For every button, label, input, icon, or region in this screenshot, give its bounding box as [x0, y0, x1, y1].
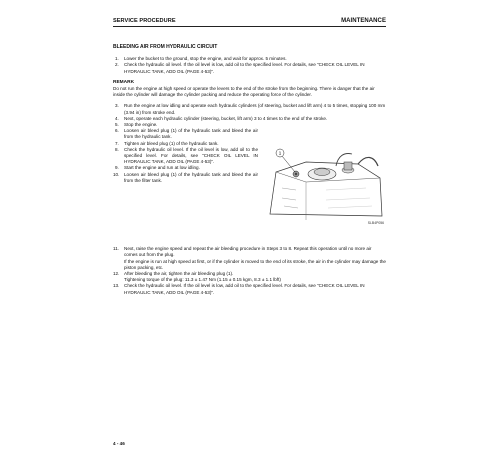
hydraulic-tank-figure: [266, 144, 386, 226]
step-text: Tighten air bleed plug (1) of the hydraulic tank.: [124, 140, 219, 146]
step-number: 12.: [113, 271, 120, 277]
figure-callout-number: 1: [278, 150, 282, 156]
remark-title: REMARK: [113, 79, 135, 85]
section-title: BLEEDING AIR FROM HYDRAULIC CIRCUIT: [113, 44, 218, 50]
step-text: Stop the engine.: [124, 122, 158, 128]
step-text: If the engine is run at high speed at first, or if the cylinder is moved to the end of its stroke, the air in the cylinder may damage the piston packing, etc.: [124, 258, 386, 270]
steps-list-c: [113, 128, 258, 184]
step-text: Check the hydraulic oil level. If the oil level is low, add oil to the specified level. For details, see "CHECK OIL LEVEL IN HYDRAULIC TANK, ADD OIL (PAGE 4-53)".: [124, 146, 258, 165]
step-number: 2.: [115, 62, 119, 68]
step-text: Loosen air bleed plug (1) of the hydraulic tank and bleed the air from the filter tank.: [124, 171, 258, 183]
step-number: 5.: [115, 122, 119, 128]
page-number: 4 - 46: [113, 441, 125, 446]
step-number: 8.: [115, 146, 119, 152]
step-item: [113, 283, 386, 295]
step-number: 11.: [113, 246, 120, 252]
step-text: Check the hydraulic oil level. If the oil level is low, add oil to the specified level. For details, see "CHECK OIL LEVEL IN HYDRAULIC TANK, ADD OIL (PAGE 4-53)".: [124, 283, 365, 295]
header-section-label: SERVICE PROCEDURE: [113, 18, 176, 24]
remark-text: Do not run the engine at high speed or operate the levers to the end of the stroke from the beginning. There is danger that the air inside the cylinder will damage the cylinder packing and reduce the operating force of the cylinder.: [113, 86, 375, 98]
step-item: [113, 246, 386, 258]
step-text: After bleeding the air, tighten the air bleeding plug (1).: [124, 271, 234, 277]
header-rule: [113, 26, 386, 27]
step-item: [113, 172, 258, 184]
step-number: 4.: [115, 115, 119, 121]
steps-with-figure: [113, 128, 386, 246]
step-number: 1.: [115, 56, 119, 62]
step-number: 9.: [115, 165, 119, 171]
page-header: [113, 18, 386, 28]
steps-list-d: [113, 246, 386, 296]
hydraulic-tank-illustration: [266, 144, 386, 226]
steps-list-a: [113, 56, 386, 75]
figure-code: SLB4P056: [367, 221, 384, 226]
step-item: [113, 128, 258, 140]
step-text: Run the engine at low idling and operate each hydraulic cylinders (of steering, bucket and lift arm) 4 to 5 times, stopping 100 mm (3.94 in) from stroke end.: [124, 103, 386, 115]
step-text: Next, raise the engine speed and repeat the air bleeding procedure in Steps 3 to 8. Repeat this operation until no more air comes out from the plug.: [124, 246, 372, 258]
page-content: [113, 44, 386, 296]
step-text: Loosen air bleed plug (1) of the hydraulic tank and bleed the air from the hydraulic tank.: [124, 128, 258, 140]
step-item: [113, 62, 386, 74]
step-text: Lower the bucket to the ground, stop the engine, and wait for approx. 5 minutes.: [124, 56, 287, 62]
step-number: 13.: [113, 283, 120, 289]
step-number: 6.: [115, 128, 119, 134]
step-number: 10.: [113, 171, 120, 177]
step-item: [113, 147, 258, 166]
step-note: [113, 259, 386, 271]
step-number: 7.: [115, 140, 119, 146]
step-text: Check the hydraulic oil level. If the oil level is low, add oil to the specified level. For details, see "CHECK OIL LEVEL IN HYDRAULIC TANK, ADD OIL (PAGE 4-53)".: [124, 62, 365, 74]
step-text: Tightening torque of the plug: 11.3 ± 1.47 Nm (1.15 ± 0.15 kgm, 8.3 ± 1.1 lbft): [124, 277, 281, 283]
header-chapter-label: MAINTENANCE: [341, 18, 386, 24]
step-item: [113, 103, 386, 115]
steps-list-b: [113, 103, 386, 128]
step-text: Start the engine and run at low idling.: [124, 165, 200, 171]
step-number: 3.: [115, 103, 119, 109]
step-text: Next, operate each hydraulic cylinder (steering, bucket, lift arm) 3 to 4 times to the end of the stroke.: [124, 115, 328, 121]
